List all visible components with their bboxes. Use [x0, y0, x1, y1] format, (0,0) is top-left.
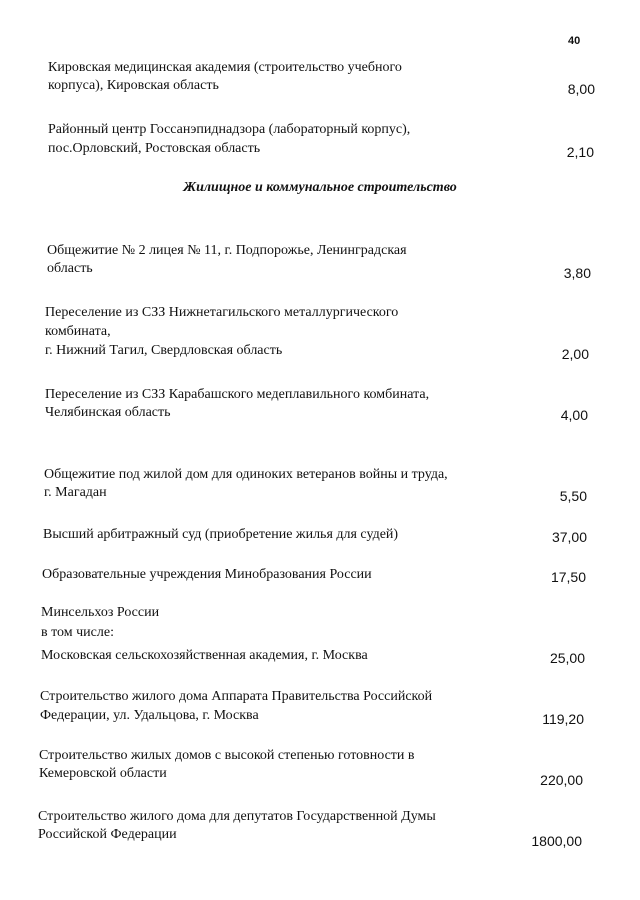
entry-line: в том числе:	[41, 625, 114, 640]
entry-amount: 8,00	[567, 81, 595, 97]
entry-line: пос.Орловский, Ростовская область	[48, 141, 261, 156]
page-number: 40	[568, 35, 581, 47]
entry-line: Российской Федерации	[38, 827, 177, 842]
entry-line: Кемеровской области	[39, 766, 167, 781]
entry-line: Высший арбитражный суд (приобретение жилья для судей)	[43, 527, 399, 542]
entry-line: Федерации, ул. Удальцова, г. Москва	[40, 708, 259, 723]
entry-amount: 17,50	[550, 569, 586, 585]
entry-line: Строительство жилого дома для депутатов Государственной Думы	[38, 809, 436, 824]
entry-line: Кировская медицинская академия (строительство учебного	[48, 60, 402, 75]
entry-line: Минсельхоз России	[41, 605, 160, 620]
entry-amount: 25,00	[549, 650, 585, 666]
entry-amount: 2,00	[561, 346, 589, 362]
entry-line: Общежитие № 2 лицея № 11, г. Подпорожье, Ленинградская	[47, 243, 407, 258]
entry-line: Районный центр Госсанэпиднадзора (лабораторный корпус),	[48, 122, 411, 137]
section-heading: Жилищное и коммунальное строительство	[183, 180, 457, 195]
entry-amount: 2,10	[566, 144, 594, 160]
entry-amount: 4,00	[560, 407, 588, 423]
entry-amount: 5,50	[559, 488, 587, 504]
entry-line: Московская сельскохозяйственная академия, г. Москва	[41, 648, 368, 663]
entry-line: Переселение из СЗЗ Нижнетагильского металлургического	[45, 305, 399, 320]
entry-line: Общежитие под жилой дом для одиноких ветеранов войны и труда,	[44, 467, 448, 482]
entry-line: г. Магадан	[44, 485, 107, 500]
entry-line: корпуса), Кировская область	[48, 78, 219, 93]
entry-amount: 1800,00	[531, 833, 582, 849]
entry-line: г. Нижний Тагил, Свердловская область	[45, 343, 283, 358]
entry-line: комбината,	[45, 324, 111, 339]
entry-line: область	[47, 261, 93, 276]
entry-line: Строительство жилого дома Аппарата Правительства Российской	[40, 689, 433, 704]
entry-amount: 119,20	[542, 711, 584, 727]
entry-line: Челябинская область	[45, 405, 171, 420]
entry-line: Образовательные учреждения Минобразования России	[42, 567, 372, 582]
entry-line: Строительство жилых домов с высокой степенью готовности в	[39, 748, 415, 763]
entry-amount: 37,00	[551, 529, 587, 545]
entry-amount: 3,80	[563, 265, 591, 281]
entry-line: Переселение из СЗЗ Карабашского медеплавильного комбината,	[45, 387, 430, 402]
entry-amount: 220,00	[540, 772, 583, 788]
